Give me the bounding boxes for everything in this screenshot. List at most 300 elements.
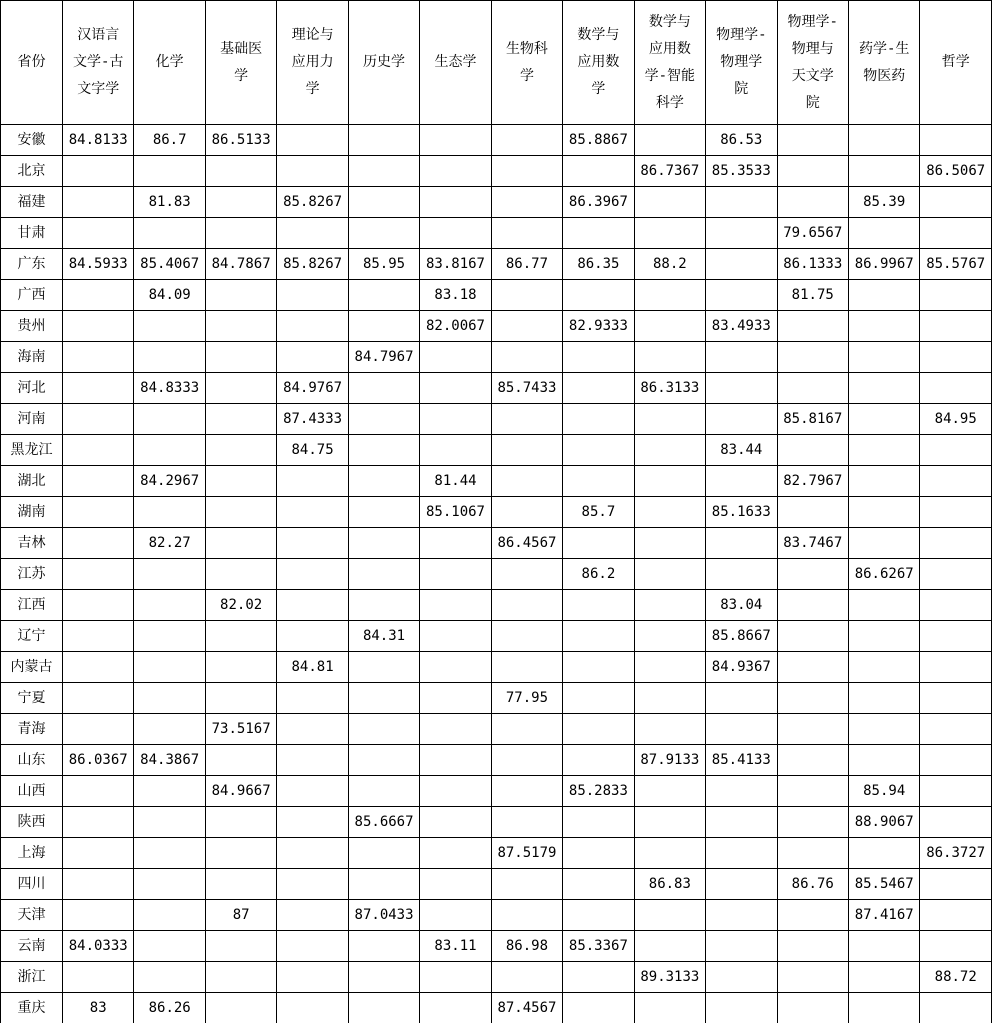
score-cell xyxy=(706,931,777,962)
score-cell: 85.8667 xyxy=(706,621,777,652)
score-cell xyxy=(920,807,992,838)
column-header: 物理学-物理与天文学院 xyxy=(777,1,848,125)
score-cell xyxy=(348,745,419,776)
score-cell xyxy=(706,900,777,931)
score-cell: 84.75 xyxy=(277,435,348,466)
score-cell xyxy=(348,652,419,683)
table-row xyxy=(1,962,992,993)
province-cell: 内蒙古 xyxy=(1,652,63,683)
score-cell: 77.95 xyxy=(491,683,562,714)
score-cell xyxy=(563,993,634,1023)
score-cell: 84.81 xyxy=(277,652,348,683)
score-cell xyxy=(920,435,992,466)
score-cell xyxy=(634,683,705,714)
score-cell: 83.4933 xyxy=(706,311,777,342)
table-row xyxy=(1,125,992,156)
score-cell: 83.7467 xyxy=(777,528,848,559)
score-cell xyxy=(134,683,205,714)
column-header: 基础医学 xyxy=(205,1,276,125)
province-cell: 青海 xyxy=(1,714,63,745)
score-cell: 85.2833 xyxy=(563,776,634,807)
score-cell xyxy=(848,962,919,993)
score-cell xyxy=(491,497,562,528)
score-cell xyxy=(348,311,419,342)
score-cell xyxy=(134,435,205,466)
score-cell xyxy=(920,125,992,156)
score-cell xyxy=(348,528,419,559)
score-cell xyxy=(706,776,777,807)
score-cell xyxy=(63,559,134,590)
score-cell xyxy=(348,280,419,311)
score-cell xyxy=(777,683,848,714)
score-cell xyxy=(491,745,562,776)
score-cell xyxy=(848,683,919,714)
score-cell xyxy=(706,218,777,249)
score-cell: 86.7367 xyxy=(634,156,705,187)
score-cell xyxy=(205,559,276,590)
score-cell xyxy=(563,683,634,714)
score-cell xyxy=(706,714,777,745)
score-cell xyxy=(277,590,348,621)
score-cell xyxy=(491,714,562,745)
score-cell xyxy=(134,218,205,249)
score-cell xyxy=(205,342,276,373)
score-cell xyxy=(134,931,205,962)
score-cell xyxy=(348,776,419,807)
table-row xyxy=(1,218,992,249)
score-cell xyxy=(134,590,205,621)
score-cell: 86.1333 xyxy=(777,249,848,280)
score-cell xyxy=(848,590,919,621)
score-cell: 85.7 xyxy=(563,497,634,528)
score-cell: 85.8167 xyxy=(777,404,848,435)
score-cell xyxy=(634,807,705,838)
score-cell xyxy=(920,931,992,962)
score-cell xyxy=(420,652,491,683)
score-cell xyxy=(63,187,134,218)
province-cell: 广东 xyxy=(1,249,63,280)
table-row xyxy=(1,466,992,497)
score-cell xyxy=(563,838,634,869)
score-cell xyxy=(848,280,919,311)
score-cell xyxy=(277,218,348,249)
score-cell xyxy=(634,528,705,559)
score-cell xyxy=(777,435,848,466)
table-row xyxy=(1,900,992,931)
score-cell: 85.39 xyxy=(848,187,919,218)
score-cell xyxy=(920,466,992,497)
score-cell xyxy=(777,807,848,838)
score-cell xyxy=(134,714,205,745)
score-cell xyxy=(706,993,777,1023)
score-cell xyxy=(563,528,634,559)
column-header: 物理学-物理学院 xyxy=(706,1,777,125)
score-cell xyxy=(491,125,562,156)
score-cell xyxy=(634,652,705,683)
score-cell xyxy=(777,373,848,404)
score-cell: 85.94 xyxy=(848,776,919,807)
column-header: 生态学 xyxy=(420,1,491,125)
score-cell xyxy=(348,218,419,249)
table-row xyxy=(1,838,992,869)
score-cell xyxy=(491,342,562,373)
province-cell: 山西 xyxy=(1,776,63,807)
score-cell xyxy=(63,497,134,528)
score-cell xyxy=(277,466,348,497)
score-cell xyxy=(634,838,705,869)
score-cell: 86.5067 xyxy=(920,156,992,187)
score-cell xyxy=(491,807,562,838)
score-cell xyxy=(348,187,419,218)
score-cell xyxy=(563,590,634,621)
score-cell xyxy=(491,404,562,435)
score-cell xyxy=(63,280,134,311)
score-cell xyxy=(491,311,562,342)
score-cell xyxy=(348,838,419,869)
score-cell xyxy=(63,528,134,559)
score-cell xyxy=(420,714,491,745)
column-header: 历史学 xyxy=(348,1,419,125)
score-cell xyxy=(706,404,777,435)
score-cell xyxy=(277,776,348,807)
score-cell: 85.8267 xyxy=(277,249,348,280)
score-cell xyxy=(706,962,777,993)
table-row xyxy=(1,869,992,900)
score-cell xyxy=(706,528,777,559)
score-cell xyxy=(563,280,634,311)
score-cell xyxy=(63,218,134,249)
score-cell xyxy=(63,807,134,838)
score-cell xyxy=(348,962,419,993)
score-cell xyxy=(134,652,205,683)
score-cell xyxy=(205,435,276,466)
score-cell xyxy=(563,435,634,466)
score-cell xyxy=(420,373,491,404)
score-cell xyxy=(205,187,276,218)
score-cell xyxy=(63,311,134,342)
score-cell xyxy=(706,559,777,590)
score-cell xyxy=(777,652,848,683)
score-cell: 86.4567 xyxy=(491,528,562,559)
score-cell: 84.9367 xyxy=(706,652,777,683)
score-cell xyxy=(348,435,419,466)
score-cell xyxy=(634,466,705,497)
score-cell xyxy=(277,156,348,187)
score-cell xyxy=(420,900,491,931)
score-cell xyxy=(777,590,848,621)
column-header: 理论与应用力学 xyxy=(277,1,348,125)
score-cell xyxy=(63,900,134,931)
score-cell xyxy=(777,497,848,528)
score-cell xyxy=(848,373,919,404)
score-cell xyxy=(277,807,348,838)
table-row xyxy=(1,342,992,373)
score-cell: 84.3867 xyxy=(134,745,205,776)
score-cell xyxy=(848,125,919,156)
score-cell xyxy=(63,590,134,621)
score-cell xyxy=(706,280,777,311)
score-cell xyxy=(63,962,134,993)
score-cell xyxy=(634,497,705,528)
score-cell xyxy=(348,466,419,497)
score-cell xyxy=(848,218,919,249)
score-cell xyxy=(777,931,848,962)
score-cell xyxy=(634,311,705,342)
table-row xyxy=(1,931,992,962)
score-cell xyxy=(634,187,705,218)
score-cell xyxy=(848,342,919,373)
province-cell: 宁夏 xyxy=(1,683,63,714)
score-cell: 83.11 xyxy=(420,931,491,962)
score-cell: 86.3967 xyxy=(563,187,634,218)
header-row xyxy=(1,1,992,125)
score-cell: 85.5467 xyxy=(848,869,919,900)
score-cell: 86.9967 xyxy=(848,249,919,280)
table-row xyxy=(1,993,992,1023)
score-cell xyxy=(634,342,705,373)
score-cell xyxy=(277,621,348,652)
score-cell xyxy=(134,807,205,838)
score-cell xyxy=(277,869,348,900)
score-cell xyxy=(848,652,919,683)
table-header xyxy=(1,1,992,125)
score-cell xyxy=(563,869,634,900)
table-row xyxy=(1,714,992,745)
score-cell xyxy=(420,621,491,652)
province-cell: 河北 xyxy=(1,373,63,404)
score-cell xyxy=(706,187,777,218)
score-cell: 84.7967 xyxy=(348,342,419,373)
score-cell xyxy=(277,900,348,931)
score-cell xyxy=(277,962,348,993)
score-cell xyxy=(420,807,491,838)
column-header: 药学-生物医药 xyxy=(848,1,919,125)
score-cell xyxy=(920,621,992,652)
score-cell xyxy=(420,776,491,807)
score-cell xyxy=(63,342,134,373)
province-cell: 黑龙江 xyxy=(1,435,63,466)
score-cell xyxy=(63,373,134,404)
score-cell: 82.9333 xyxy=(563,311,634,342)
column-header: 数学与应用数学 xyxy=(563,1,634,125)
score-cell: 89.3133 xyxy=(634,962,705,993)
score-cell xyxy=(491,466,562,497)
column-header: 汉语言文学-古文字学 xyxy=(63,1,134,125)
score-cell xyxy=(63,869,134,900)
score-cell xyxy=(63,838,134,869)
score-cell xyxy=(348,869,419,900)
score-cell xyxy=(848,714,919,745)
province-cell: 河南 xyxy=(1,404,63,435)
score-cell: 86.76 xyxy=(777,869,848,900)
table-row xyxy=(1,249,992,280)
score-cell xyxy=(134,838,205,869)
score-cell xyxy=(420,869,491,900)
score-cell: 85.6667 xyxy=(348,807,419,838)
score-cell: 87.0433 xyxy=(348,900,419,931)
score-cell: 84.9767 xyxy=(277,373,348,404)
score-cell xyxy=(848,466,919,497)
score-cell xyxy=(491,435,562,466)
score-cell: 84.95 xyxy=(920,404,992,435)
province-cell: 甘肃 xyxy=(1,218,63,249)
score-cell xyxy=(848,156,919,187)
score-cell xyxy=(134,156,205,187)
score-cell: 84.8133 xyxy=(63,125,134,156)
score-cell xyxy=(563,156,634,187)
score-cell xyxy=(848,621,919,652)
province-cell: 湖北 xyxy=(1,466,63,497)
score-cell: 82.27 xyxy=(134,528,205,559)
score-cell xyxy=(348,156,419,187)
score-cell xyxy=(920,869,992,900)
score-cell xyxy=(777,776,848,807)
column-header: 生物科学 xyxy=(491,1,562,125)
score-cell: 79.6567 xyxy=(777,218,848,249)
score-cell: 86.7 xyxy=(134,125,205,156)
score-cell xyxy=(848,838,919,869)
province-cell: 湖南 xyxy=(1,497,63,528)
score-cell xyxy=(491,218,562,249)
score-cell xyxy=(63,156,134,187)
score-cell xyxy=(277,311,348,342)
score-cell: 86.2 xyxy=(563,559,634,590)
province-cell: 江苏 xyxy=(1,559,63,590)
score-cell: 86.98 xyxy=(491,931,562,962)
score-cell xyxy=(277,683,348,714)
score-cell xyxy=(63,714,134,745)
score-cell: 81.75 xyxy=(777,280,848,311)
score-cell xyxy=(420,683,491,714)
score-cell xyxy=(920,652,992,683)
score-cell xyxy=(491,900,562,931)
score-cell: 87.5179 xyxy=(491,838,562,869)
score-cell xyxy=(63,435,134,466)
score-cell: 85.3533 xyxy=(706,156,777,187)
score-cell xyxy=(420,404,491,435)
province-cell: 山东 xyxy=(1,745,63,776)
province-cell: 安徽 xyxy=(1,125,63,156)
score-cell: 88.72 xyxy=(920,962,992,993)
score-cell xyxy=(420,342,491,373)
table-row xyxy=(1,807,992,838)
table-row xyxy=(1,590,992,621)
score-cell xyxy=(920,776,992,807)
score-cell xyxy=(634,559,705,590)
score-cell xyxy=(205,280,276,311)
score-cell xyxy=(277,280,348,311)
score-cell: 87.4167 xyxy=(848,900,919,931)
score-cell xyxy=(706,683,777,714)
score-cell xyxy=(706,373,777,404)
score-cell: 86.3133 xyxy=(634,373,705,404)
score-cell xyxy=(205,993,276,1023)
score-cell xyxy=(848,993,919,1023)
score-cell: 82.0067 xyxy=(420,311,491,342)
score-cell xyxy=(920,497,992,528)
score-cell: 88.2 xyxy=(634,249,705,280)
score-cell xyxy=(634,621,705,652)
score-cell xyxy=(134,900,205,931)
province-cell: 北京 xyxy=(1,156,63,187)
score-cell: 86.0367 xyxy=(63,745,134,776)
score-cell xyxy=(563,900,634,931)
score-cell xyxy=(634,993,705,1023)
table-row xyxy=(1,652,992,683)
score-cell: 84.7867 xyxy=(205,249,276,280)
province-column-header: 省份 xyxy=(1,1,63,125)
score-cell xyxy=(134,342,205,373)
score-cell: 84.31 xyxy=(348,621,419,652)
score-cell xyxy=(920,373,992,404)
score-cell xyxy=(348,931,419,962)
score-cell xyxy=(848,931,919,962)
column-header: 数学与应用数学-智能科学 xyxy=(634,1,705,125)
score-cell xyxy=(205,931,276,962)
score-cell xyxy=(920,559,992,590)
score-cell xyxy=(205,373,276,404)
score-cell xyxy=(491,156,562,187)
table-row xyxy=(1,435,992,466)
score-cell xyxy=(205,218,276,249)
score-cell xyxy=(63,776,134,807)
score-cell xyxy=(277,559,348,590)
score-cell xyxy=(277,342,348,373)
score-cell: 85.4067 xyxy=(134,249,205,280)
score-cell: 83.44 xyxy=(706,435,777,466)
score-cell xyxy=(420,435,491,466)
score-cell xyxy=(420,590,491,621)
score-cell xyxy=(634,280,705,311)
score-cell xyxy=(420,838,491,869)
province-cell: 福建 xyxy=(1,187,63,218)
score-cell xyxy=(63,466,134,497)
score-cell xyxy=(205,497,276,528)
score-cell xyxy=(848,404,919,435)
score-cell xyxy=(777,559,848,590)
score-cell: 84.0333 xyxy=(63,931,134,962)
score-cell xyxy=(920,900,992,931)
score-cell xyxy=(563,714,634,745)
score-cell xyxy=(420,218,491,249)
score-cell xyxy=(134,776,205,807)
score-cell xyxy=(563,373,634,404)
score-cell: 86.83 xyxy=(634,869,705,900)
table-row xyxy=(1,559,992,590)
score-cell xyxy=(420,745,491,776)
score-cell xyxy=(134,962,205,993)
score-cell xyxy=(777,962,848,993)
score-cell xyxy=(134,404,205,435)
score-cell xyxy=(563,404,634,435)
score-cell: 81.83 xyxy=(134,187,205,218)
score-cell xyxy=(277,931,348,962)
score-cell: 82.02 xyxy=(205,590,276,621)
province-cell: 重庆 xyxy=(1,993,63,1023)
score-cell: 85.8267 xyxy=(277,187,348,218)
score-cell xyxy=(348,559,419,590)
score-cell xyxy=(634,931,705,962)
score-cell xyxy=(491,621,562,652)
score-cell xyxy=(777,311,848,342)
score-cell xyxy=(563,807,634,838)
score-cell xyxy=(848,311,919,342)
score-cell: 83.18 xyxy=(420,280,491,311)
score-cell xyxy=(205,962,276,993)
score-cell xyxy=(634,125,705,156)
score-cell xyxy=(491,869,562,900)
score-cell xyxy=(491,187,562,218)
